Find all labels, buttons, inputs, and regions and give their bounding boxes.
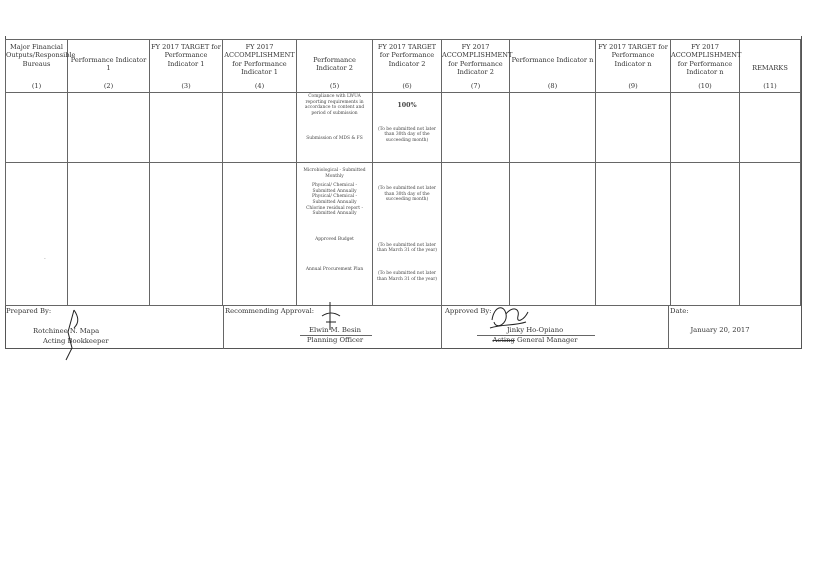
recommending-signature xyxy=(316,300,346,336)
recommending-title: Planning Officer xyxy=(306,336,364,344)
row2-targetn-cell xyxy=(596,163,671,306)
approved-signature xyxy=(486,300,532,334)
divider xyxy=(441,305,442,349)
header-target-2: FY 2017 TARGET for Performance Indicator 2 (6) xyxy=(373,40,442,93)
row1-targetn-cell xyxy=(596,93,671,163)
date-label: Date: xyxy=(670,307,689,315)
header-remarks: REMARKS (11) xyxy=(740,40,801,93)
row2-accomplishmentn-cell xyxy=(671,163,740,306)
target-text: (To be submitted not later than March 31 of the year) xyxy=(376,270,438,282)
target-text: (To be submitted not later than March 31 of the year) xyxy=(376,242,438,254)
row1-indicatorn-cell xyxy=(510,93,596,163)
row1-target1-cell xyxy=(150,93,223,163)
prepared-signature xyxy=(60,308,90,363)
row1-target2-cell xyxy=(373,93,442,163)
header-target-n: FY 2017 TARGET for Performance Indicator n (9) xyxy=(596,40,671,93)
approved-by-label: Approved By: xyxy=(445,307,492,315)
divider xyxy=(223,305,224,349)
prepared-by-label: Prepared By: xyxy=(6,307,52,315)
row1-major-output-cell xyxy=(6,93,68,163)
prepared-by-name: Rotchinee N. Mapa xyxy=(33,327,100,335)
row1-indicator1-cell xyxy=(68,93,150,163)
signature-block xyxy=(5,305,800,349)
row1-accomplishment1-cell xyxy=(223,93,297,163)
approved-name: Jinky Ho-Opiano xyxy=(506,326,564,334)
header-major-outputs: Major Financial Outputs/Responsible Bureaus (1) xyxy=(6,40,68,93)
row2-accomplishment2-cell xyxy=(442,163,510,306)
target-percent: 100% xyxy=(397,102,417,109)
header-indicator-1: Performance Indicator 1 (2) xyxy=(68,40,150,93)
table-row xyxy=(6,163,801,306)
row2-accomplishment1-cell xyxy=(223,163,297,306)
header-accomplishment-2: FY 2017 ACCOMPLISHMENT for Performance Indicator 2 (7) xyxy=(442,40,510,93)
row2-indicatorn-cell xyxy=(510,163,596,306)
prepared-by-title: Acting Bookkeeper xyxy=(43,337,109,345)
header-indicator-2: Performance Indicator 2 (5) xyxy=(297,40,373,93)
table-row xyxy=(6,93,801,163)
recommending-approval-label: Recommending Approval: xyxy=(225,307,315,315)
indicator-text: Compliance with LWUA reporting requirements in accordance to content and period of submission xyxy=(304,94,365,116)
target-text: (To be submitted not later than 30th day of the succeeding month) xyxy=(377,126,437,143)
row1-accomplishmentn-cell xyxy=(671,93,740,163)
indicator-text: Annual Procurement Plan xyxy=(305,267,364,273)
header-indicator-n: Performance Indicator n (8) xyxy=(510,40,596,93)
approved-title: Acting General Manager xyxy=(492,336,578,344)
header-accomplishment-n: FY 2017 ACCOMPLISHMENT for Performance Indicator n (10) xyxy=(671,40,740,93)
row1-accomplishment2-cell xyxy=(442,93,510,163)
indicator-text: Chlorine residual report - Submitted Annually xyxy=(306,205,363,217)
row2-major-output-cell xyxy=(6,163,68,306)
divider xyxy=(668,305,669,349)
row2-target2-cell xyxy=(373,163,442,306)
row2-indicator1-cell xyxy=(68,163,150,306)
indicator-text: Approved Budget xyxy=(315,236,354,242)
indicator-text: Physical/ Chemical - Submitted Annually xyxy=(312,194,357,205)
indicator-text: Submission of MDS & FS xyxy=(306,136,363,142)
row2-indicator2-cell xyxy=(297,163,373,306)
row1-indicator2-cell xyxy=(297,93,373,163)
indicator-text: Microbiological - Submitted Monthly xyxy=(303,168,366,179)
target-text: (To be submitted not later than 30th day of the succeeding month) xyxy=(377,186,437,203)
performance-table xyxy=(5,39,801,306)
header-row xyxy=(6,40,801,93)
row1-remarks-cell xyxy=(740,93,801,163)
row2-target1-cell xyxy=(150,163,223,306)
bullet-mark: - xyxy=(44,256,46,262)
header-accomplishment-1: FY 2017 ACCOMPLISHMENT for Performance Indicator 1 (4) xyxy=(223,40,297,93)
header-target-1: FY 2017 TARGET for Performance Indicator 1 (3) xyxy=(150,40,223,93)
recommending-name: Elwin M. Besin xyxy=(308,326,361,334)
row2-remarks-cell xyxy=(740,163,801,306)
indicator-text: Physical/ Chemical - Submitted Annually xyxy=(312,183,357,194)
date-value: January 20, 2017 xyxy=(690,326,750,334)
